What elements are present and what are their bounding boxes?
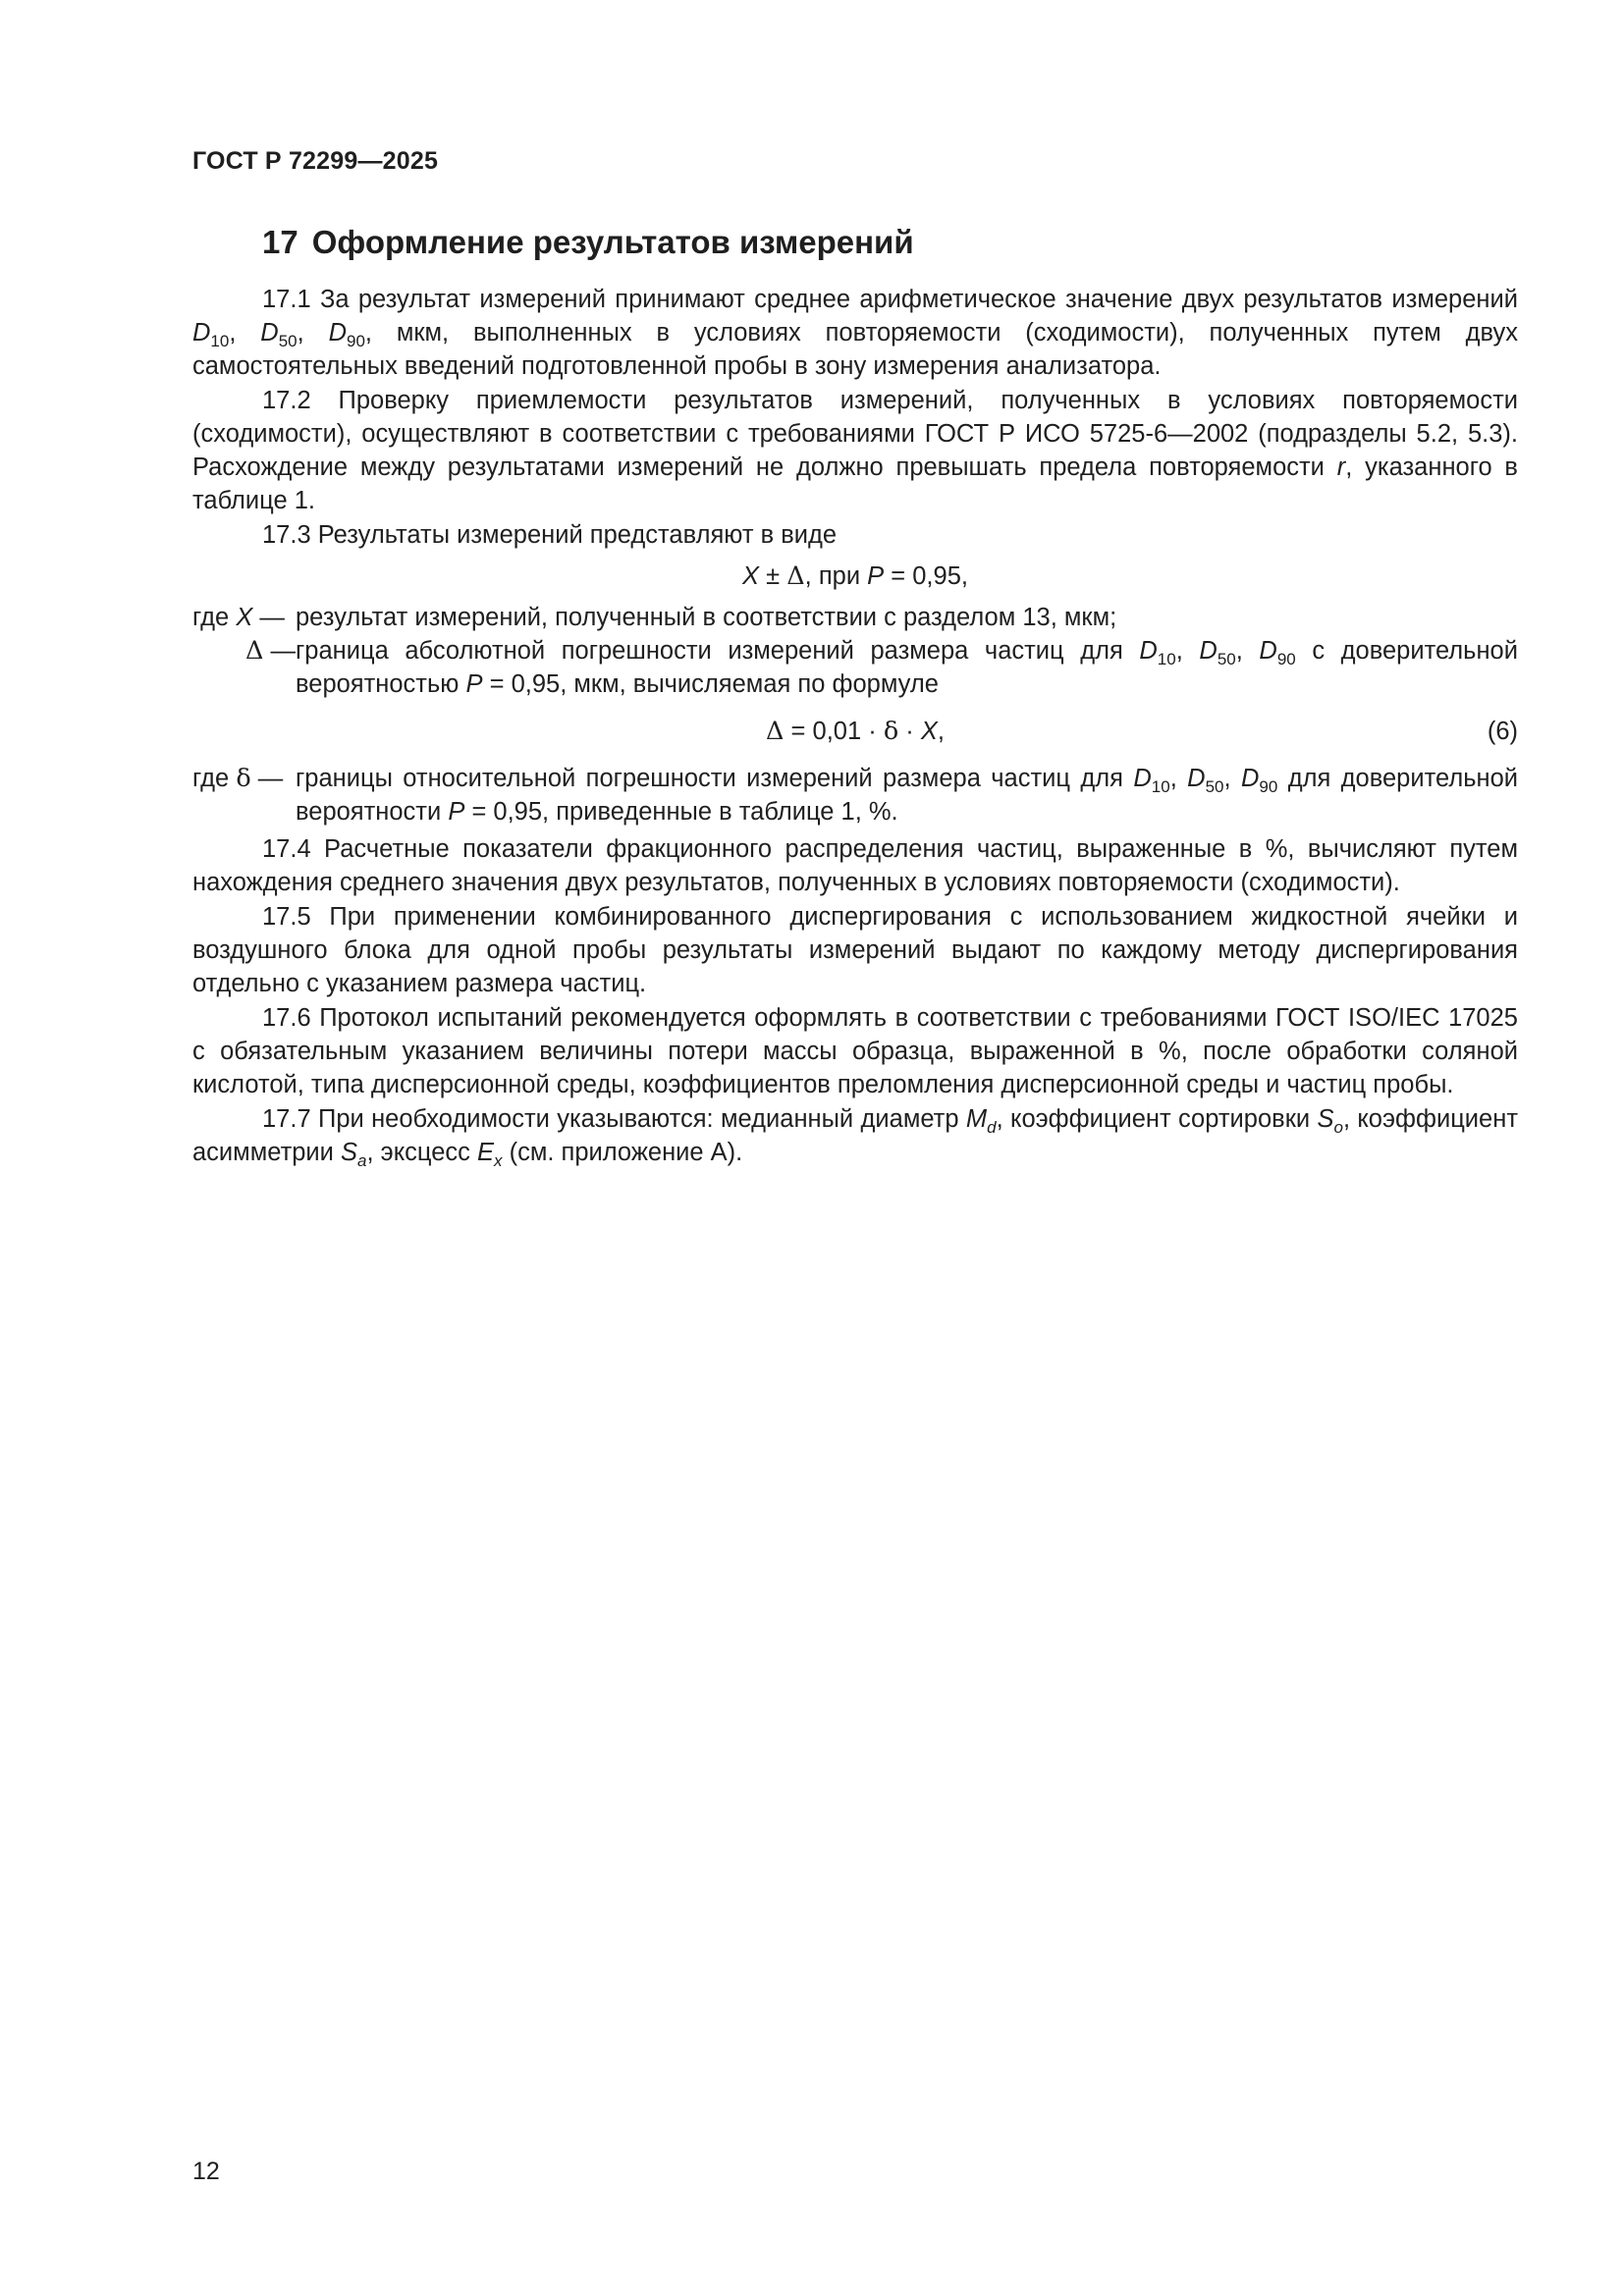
paragraph-17-6: 17.6 Протокол испытаний рекомендуется оформлять в соответствии с требованиями ГОСТ ISO/IEC 17025 с обязательным указанием величины потери массы образца, выраженной в %, после обработки соляной кислотой, типа дисперсионной среды, коэффициентов преломления дисперсионной среды и частиц пробы. xyxy=(192,1004,1518,1098)
paragraph-17-3: 17.3 Результаты измерений представляют в виде xyxy=(262,521,838,549)
equation-number: (6) xyxy=(1487,718,1518,745)
paragraph-17-4: 17.4 Расчетные показатели фракционного распределения частиц, выраженные в %, вычисляют путем нахождения среднего значения двух результатов, полученных в условиях повторяемости (сходимости). xyxy=(192,835,1518,896)
paragraph-17-2: 17.2 Проверку приемлемости результатов измерений, полученных в условиях повторяемости (сходимости), осуществляют в соответствии с требованиями ГОСТ Р ИСО 5725-6—2002 (подразделы 5.2, 5.3). Расхождение между результатами измерений не должно превышать предела повторяемости r, указанного в таблице 1. xyxy=(192,387,1519,514)
section-title xyxy=(262,224,914,261)
where-x: где X — результат измерений, полученный в соответствии с разделом 13, мкм; xyxy=(192,604,1117,631)
where-small-delta: где δ — границы относительной погрешности измерений размера частиц для $D_{10}$, $D_{50}$, $D_{90}$ для доверительной вероятности P = 0,95, приведенные в таблице 1, %. xyxy=(192,764,1519,826)
paragraph-17-7: 17.7 При необходимости указываются: медианный диаметр $M_d$, коэффициент сортировки $S_o$, коэффициент асимметрии $S_a$, эксцесс $E_x$ (см. приложение А). xyxy=(192,1105,1518,1170)
paragraph-17-1: 17.1 За результат измерений принимают среднее арифметическое значение двух результатов измерений $D_{10}$, $D_{50}$, $D_{90}$, мкм, выполненных в условиях повторяемости (сходимости), полученных путем двух самостоятельных введений подготовленной пробы в зону измерения анализатора. xyxy=(192,286,1518,380)
formula-6: Δ = 0,01 · δ · X, (6) xyxy=(766,717,1518,746)
where-delta: Δ — граница абсолютной погрешности измерений размера частиц для $D_{10}$, $D_{50}$, $D_{90}$ с доверительной вероятностью P = 0,95, мкм, вычисляемая по формуле xyxy=(245,636,1518,698)
document-header: ГОСТ Р 72299—2025 xyxy=(192,147,439,175)
page-number: 12 xyxy=(192,2158,220,2185)
document-body xyxy=(192,283,1518,1170)
section-number: 17 xyxy=(262,224,298,260)
paragraph-17-5: 17.5 При применении комбинированного диспергирования с использованием жидкостной ячейки и воздушного блока для одной пробы результаты измерений выдают по каждому методу диспергирования отдельно с указанием размера частиц. xyxy=(192,903,1518,997)
section-title-text: Оформление результатов измерений xyxy=(311,224,914,260)
formula-result: X ± Δ, при P = 0,95, xyxy=(742,561,968,591)
